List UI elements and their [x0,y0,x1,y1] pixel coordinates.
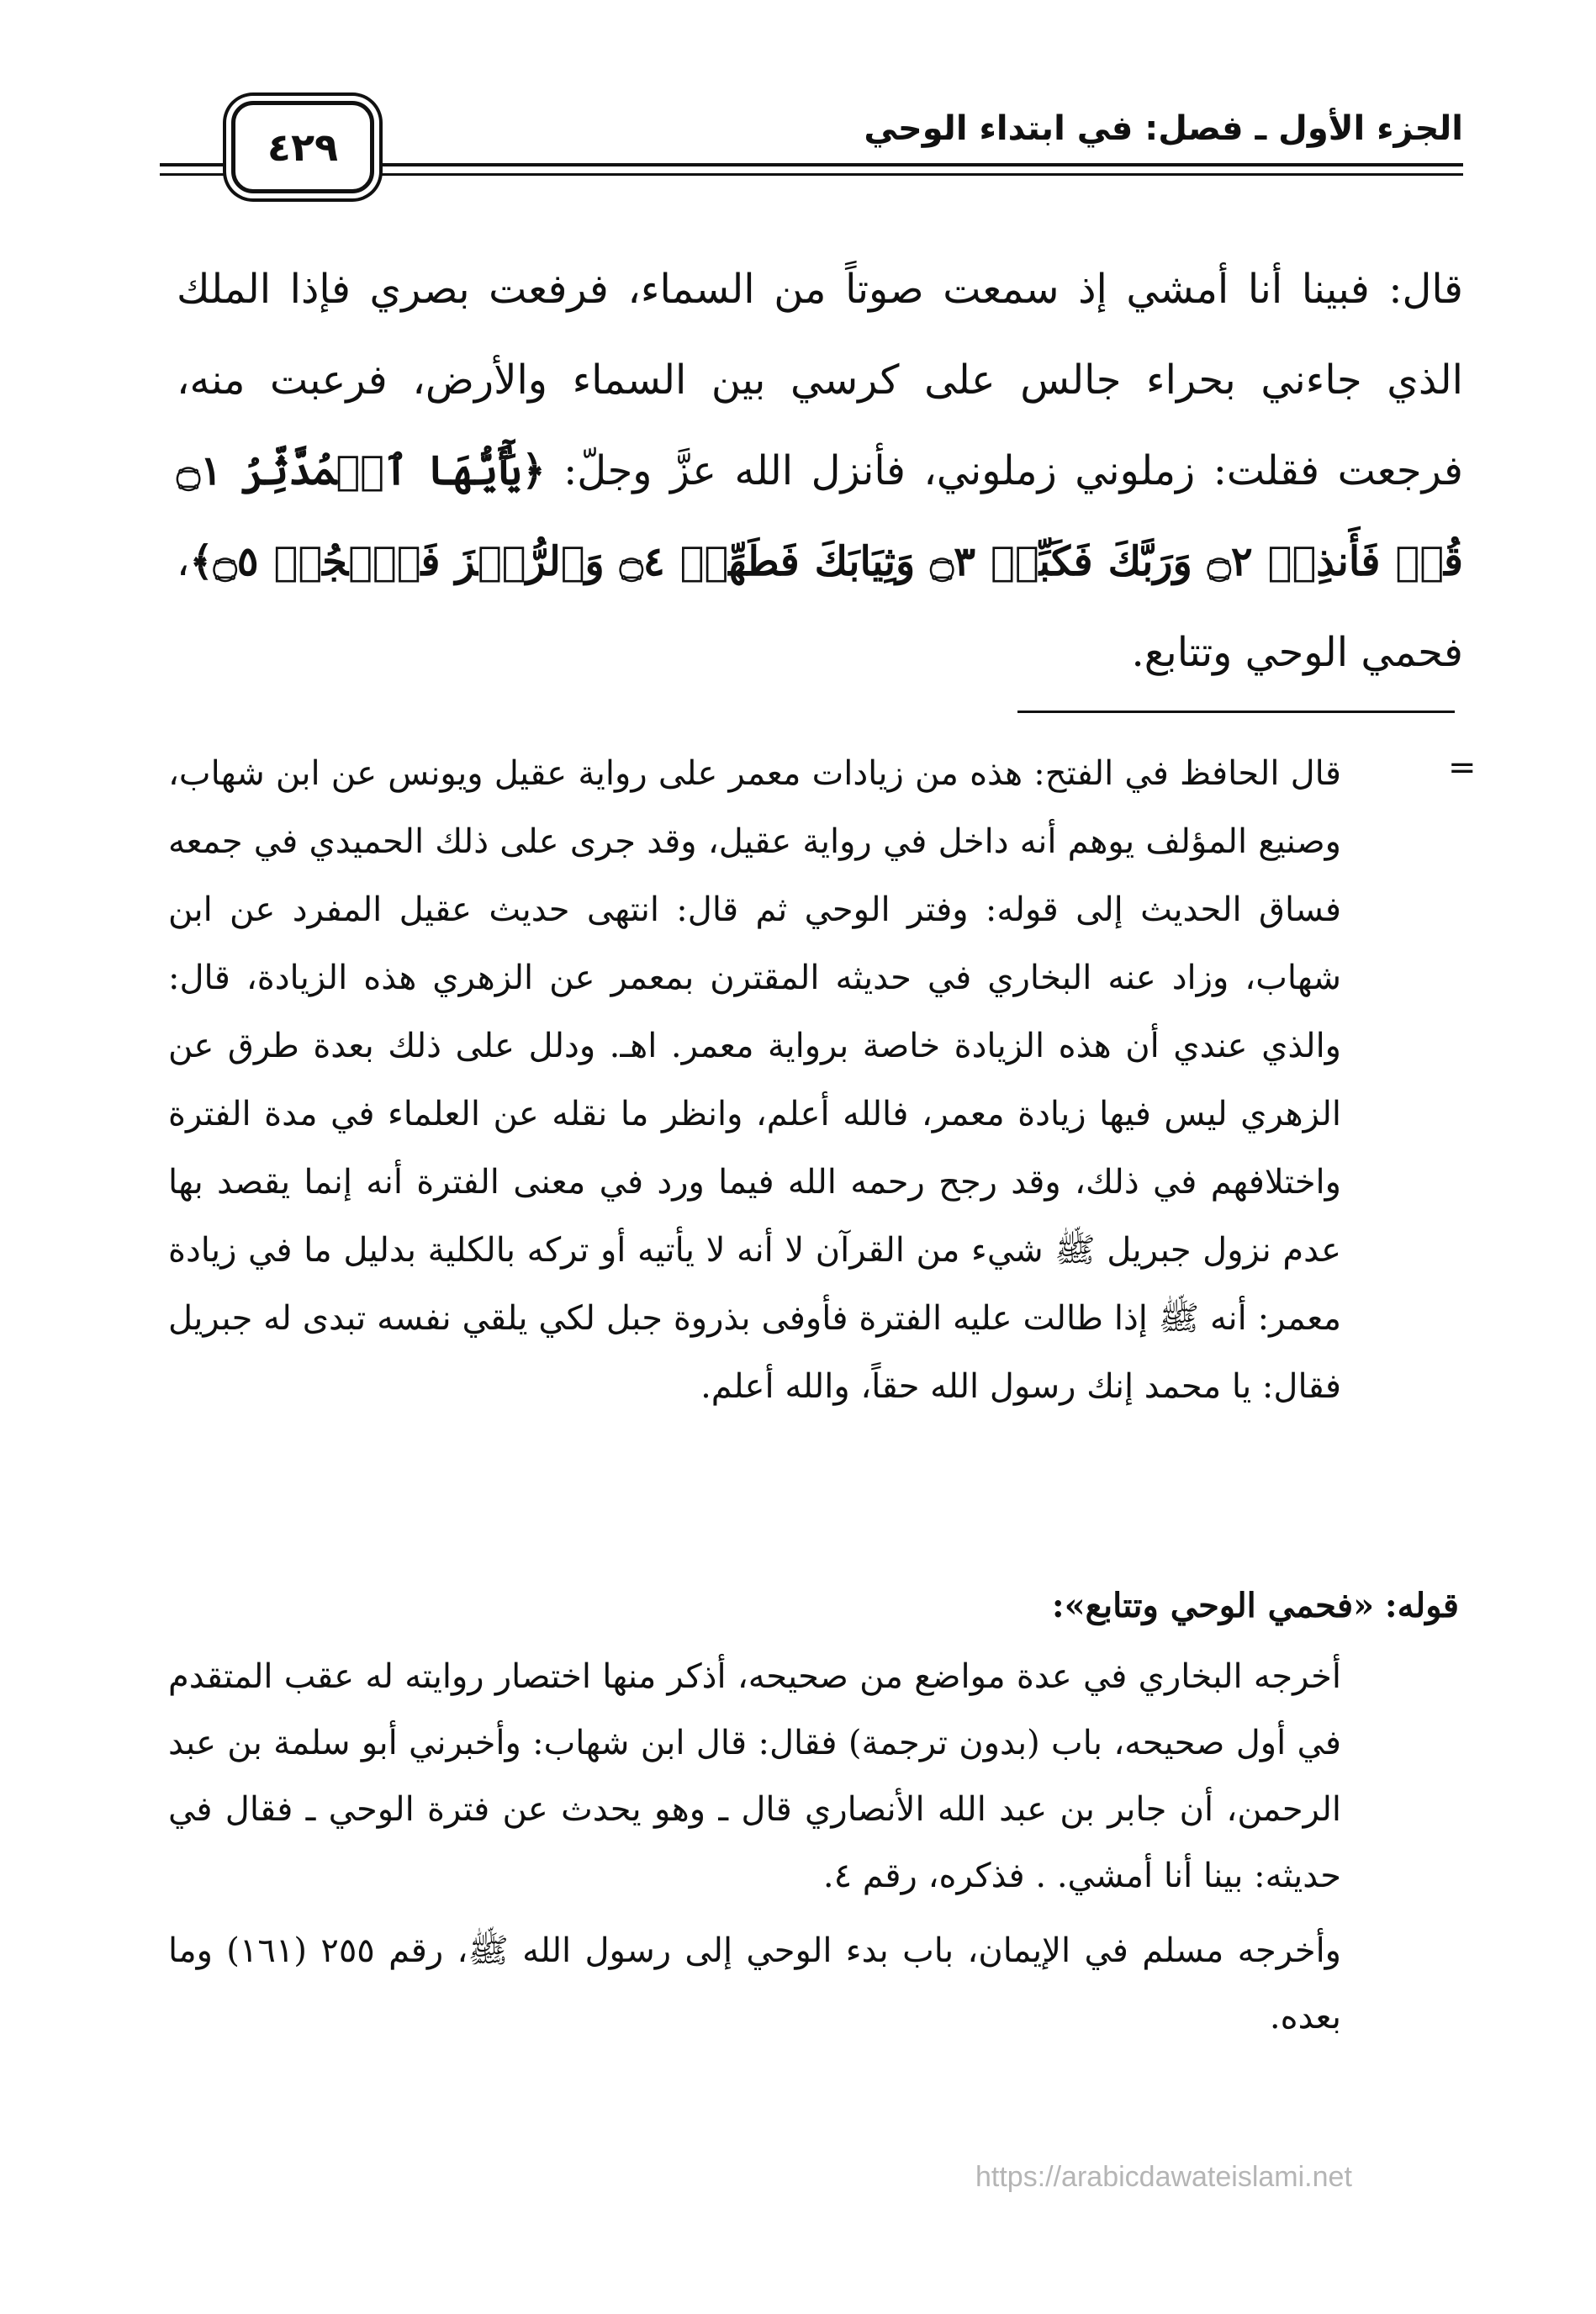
watermark-url: https://arabicdawateislami.net [975,2161,1352,2193]
page-number-frame [231,101,374,193]
footnote-text: قال الحافظ في الفتح: هذه من زيادات معمر على رواية عقيل ويونس عن ابن شهاب، وصنيع المؤلف يوهم أنه داخل في رواية عقيل، وقد جرى على ذلك الحميدي في جمعه فساق الحديث إلى قوله: وفتر الوحي ثم قال: انتهى حديث عقيل المفرد عن ابن شهاب، وزاد عنه البخاري في حديثه المقترن بمعمر عن الزهري هذه الزيادة، قال: والذي عندي أن هذه الزيادة خاصة برواية معمر. اهـ. ودلل على ذلك بعدة طرق عن الزهري ليس فيها زيادة معمر، فالله أعلم، وانظر ما نقله عن العلماء في مدة الفترة واختلافهم في ذلك، وقد رجح رحمه الله فيما ورد في معنى الفترة أنه إنما يقصد بها عدم نزول جبريل ﷺ شيء من القرآن لا أنه لا يأتيه أو تركه بالكلية بدليل ما في زيادة معمر: أنه ﷺ إذا طالت عليه الفترة فأوفى بذروة جبل لكي يلقي نفسه تبدى له جبريل فقال: يا محمد إنك رسول الله حقاً، والله أعلم. [168,754,1341,1406]
footnote [168,740,1341,1421]
commentary-body [168,1644,1341,2059]
commentary-paragraph-2: وأخرجه مسلم في الإيمان، باب بدء الوحي إلى رسول الله ﷺ، رقم ٢٥٥ (١٦١) وما بعده. [168,1931,1341,2037]
commentary-paragraph-1: أخرجه البخاري في عدة مواضع من صحيحه، أذكر منها اختصار روايته له عقب المتقدم في أول صحيحه، باب (بدون ترجمة) فقال: قال ابن شهاب: وأخبرني أبو سلمة بن عبد الرحمن، أن جابر بن عبد الله الأنصاري قال ـ وهو يحدث عن فترة الوحي ـ فقال في حديثه: بينا أنا أمشي. . فذكره، رقم ٤. [168,1657,1341,1895]
main-text [177,244,1463,698]
footnote-divider [1017,711,1455,713]
main-paragraph [177,244,1463,698]
commentary-label: قوله: [1384,1586,1459,1625]
quran-verse: ﴿يَٰٓأَيُّهَا ٱلۡمُدَّثِّرُ ۝١ قُمۡ فَأَنذِرۡ ۝٢ وَرَبَّكَ فَكَبِّرۡ ۝٣ وَثِيَابَكَ فَطَهِّرۡ ۝٤ وَٱلرُّجۡزَ فَٱهۡجُرۡ ۝٥﴾ [177,447,1463,585]
page-number: ٤٢٩ [267,124,339,170]
page-header [160,101,1463,202]
commentary-quote: «فحمي الوحي وتتابع»: [1051,1586,1375,1625]
footnote-continuation-marker: = [1448,748,1477,787]
narration-text: قال: فبينا أنا أمشي إذ سمعت صوتاً من السماء، فرفعت بصري فإذا الملك الذي جاءني بحراء جالس على كرسي بين السماء والأرض، فرعبت منه، فرجعت فقلت: زملوني زملوني، فأنزل الله عزَّ وجلّ: [177,266,1463,494]
running-title: الجزء الأول ـ فصل: في ابتداء الوحي [864,109,1463,148]
narration-ending: ، فحمي الوحي وتتابع. [177,538,1463,676]
commentary-heading [168,1572,1459,1640]
